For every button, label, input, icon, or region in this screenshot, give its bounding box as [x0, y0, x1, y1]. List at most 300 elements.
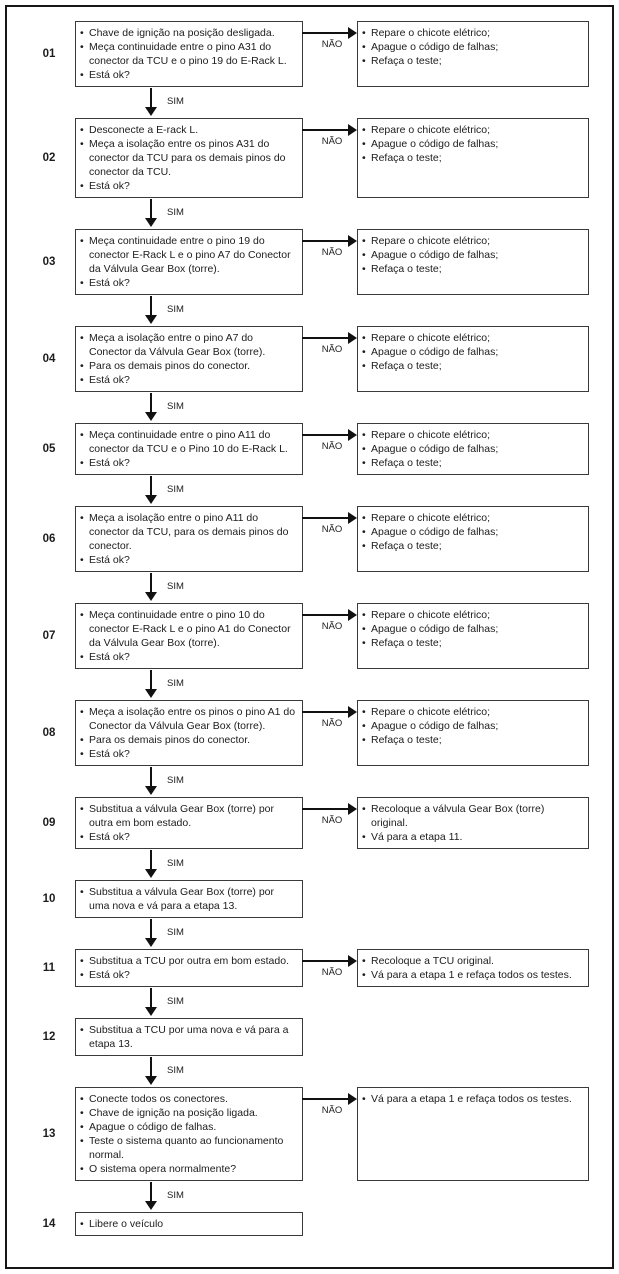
nao-arrow-zone: [303, 603, 357, 669]
bullet-marker: •: [362, 969, 366, 981]
step-box-left: [75, 603, 303, 669]
sim-connector: [9, 295, 612, 326]
nao-arrow-head-icon: [348, 706, 357, 718]
step-number: 06: [42, 533, 56, 545]
step-bullet: [80, 1023, 297, 1051]
bullet-marker: •: [80, 1218, 84, 1230]
bullet-text: Conecte todos os conectores.: [89, 1093, 228, 1105]
step-row: [9, 603, 612, 669]
step-row: [9, 423, 612, 475]
step-number: 14: [42, 1218, 56, 1230]
bullet-text: Refaça o teste;: [371, 457, 442, 469]
sim-label: SIM: [167, 996, 184, 1007]
step-box-left: [75, 1087, 303, 1181]
sim-connector: [9, 87, 612, 118]
bullet-marker: •: [362, 734, 366, 746]
nao-label: NÃO: [321, 247, 343, 258]
bullet-marker: •: [80, 41, 84, 53]
bullet-marker: •: [362, 124, 366, 136]
bullet-text: Está ok?: [89, 969, 130, 981]
sim-label: SIM: [167, 484, 184, 495]
step-box-right: [357, 1018, 589, 1056]
sim-connector: [9, 766, 612, 797]
sim-connector: [9, 198, 612, 229]
sim-label: SIM: [167, 927, 184, 938]
sim-arrow-head-icon: [145, 869, 157, 878]
bullet-marker: •: [80, 180, 84, 192]
bullet-marker: •: [80, 1024, 84, 1036]
bullet-text: Meça a isolação entre os pinos A31 do conector da TCU para os demais pinos do conector da TCU.: [89, 138, 286, 178]
step-box-left: [75, 21, 303, 87]
sim-arrow-line: [150, 199, 152, 219]
bullet-text: O sistema opera normalmente?: [89, 1163, 237, 1175]
bullet-marker: •: [80, 1163, 84, 1175]
bullet-marker: •: [80, 512, 84, 524]
bullet-marker: •: [80, 734, 84, 746]
bullet-text: Substitua a TCU por uma nova e vá para a etapa 13.: [89, 1024, 289, 1050]
nao-arrow-zone: [303, 21, 357, 87]
bullet-marker: •: [80, 803, 84, 815]
step-bullet: [362, 802, 583, 830]
bullet-text: Refaça o teste;: [371, 734, 442, 746]
step-box-right: [357, 700, 589, 766]
nao-label: NÃO: [321, 815, 343, 826]
bullet-text: Está ok?: [89, 651, 130, 663]
step-bullet: [362, 151, 583, 165]
bullet-marker: •: [80, 69, 84, 81]
step-box-right: [357, 880, 589, 918]
sim-label: SIM: [167, 207, 184, 218]
step-bullet: [80, 428, 297, 456]
sim-arrow-line: [150, 988, 152, 1008]
nao-arrow-line: [302, 711, 350, 713]
step-bullet: [362, 345, 583, 359]
step-box-left: [75, 118, 303, 198]
step-number: 05: [42, 443, 56, 455]
step-number: 12: [42, 1031, 56, 1043]
sim-arrow-head-icon: [145, 938, 157, 947]
bullet-marker: •: [80, 27, 84, 39]
step-bullet: [362, 456, 583, 470]
step-box-left: [75, 326, 303, 392]
bullet-text: Apague o código de falhas.: [89, 1121, 217, 1133]
step-box-right: [357, 1212, 589, 1236]
step-bullet: [80, 40, 297, 68]
step-box-left: [75, 423, 303, 475]
sim-label: SIM: [167, 775, 184, 786]
sim-connector: [9, 1056, 612, 1087]
step-bullet: [362, 968, 583, 982]
bullet-text: Chave de ignição na posição ligada.: [89, 1107, 258, 1119]
sim-label: SIM: [167, 1190, 184, 1201]
step-bullet: [80, 885, 297, 913]
bullet-marker: •: [362, 249, 366, 261]
bullet-text: Está ok?: [89, 554, 130, 566]
step-bullet: [362, 608, 583, 622]
bullet-marker: •: [362, 1093, 366, 1105]
step-row: [9, 880, 612, 918]
bullet-text: Chave de ignição na posição desligada.: [89, 27, 275, 39]
bullet-marker: •: [362, 360, 366, 372]
bullet-text: Repare o chicote elétrico;: [371, 332, 491, 344]
nao-arrow-head-icon: [348, 27, 357, 39]
bullet-marker: •: [80, 1093, 84, 1105]
nao-arrow-zone: [303, 880, 357, 918]
bullet-marker: •: [362, 41, 366, 53]
sim-arrow-line: [150, 670, 152, 690]
bullet-marker: •: [362, 27, 366, 39]
sim-label: SIM: [167, 678, 184, 689]
sim-label: SIM: [167, 304, 184, 315]
sim-arrow-line: [150, 88, 152, 108]
bullet-text: Repare o chicote elétrico;: [371, 27, 491, 39]
step-bullet: [80, 705, 297, 733]
sim-label: SIM: [167, 401, 184, 412]
step-bullet: [80, 747, 297, 761]
sim-connector: [9, 475, 612, 506]
bullet-text: Apague o código de falhas;: [371, 623, 499, 635]
step-row: [9, 1212, 612, 1236]
step-bullet: [80, 331, 297, 359]
step-bullet: [362, 123, 583, 137]
sim-label: SIM: [167, 858, 184, 869]
sim-arrow-line: [150, 767, 152, 787]
nao-arrow-zone: [303, 423, 357, 475]
bullet-marker: •: [362, 235, 366, 247]
step-bullet: [80, 553, 297, 567]
bullet-text: Vá para a etapa 1 e refaça todos os testes.: [371, 1093, 572, 1105]
step-bullet: [80, 26, 297, 40]
step-number: 02: [42, 152, 56, 164]
bullet-marker: •: [80, 969, 84, 981]
bullet-text: Meça a isolação entre os pinos o pino A1 do Conector da Válvula Gear Box (torre).: [89, 706, 296, 732]
bullet-text: Meça a isolação entre o pino A11 do conector da TCU, para os demais pinos do conector.: [89, 512, 289, 552]
nao-arrow-zone: [303, 326, 357, 392]
sim-arrow-line: [150, 573, 152, 593]
nao-arrow-head-icon: [348, 803, 357, 815]
sim-arrow-line: [150, 1057, 152, 1077]
sim-arrow-head-icon: [145, 1007, 157, 1016]
step-bullet: [362, 54, 583, 68]
bullet-text: Apague o código de falhas;: [371, 443, 499, 455]
sim-arrow-line: [150, 476, 152, 496]
bullet-text: Está ok?: [89, 748, 130, 760]
bullet-text: Libere o veículo: [89, 1218, 164, 1230]
bullet-marker: •: [362, 706, 366, 718]
step-box-right: [357, 506, 589, 572]
step-row: [9, 506, 612, 572]
bullet-text: Recoloque a válvula Gear Box (torre) original.: [371, 803, 545, 829]
bullet-marker: •: [362, 637, 366, 649]
bullet-text: Refaça o teste;: [371, 152, 442, 164]
step-bullet: [80, 1092, 297, 1106]
bullet-marker: •: [80, 651, 84, 663]
sim-connector: [9, 849, 612, 880]
nao-arrow-head-icon: [348, 429, 357, 441]
nao-label: NÃO: [321, 39, 343, 50]
step-bullet: [80, 359, 297, 373]
step-bullet: [362, 511, 583, 525]
nao-label: NÃO: [321, 621, 343, 632]
bullet-marker: •: [362, 138, 366, 150]
step-box-right: [357, 797, 589, 849]
bullet-text: Está ok?: [89, 69, 130, 81]
bullet-marker: •: [80, 429, 84, 441]
sim-label: SIM: [167, 1065, 184, 1076]
sim-connector: [9, 669, 612, 700]
nao-arrow-zone: [303, 1087, 357, 1181]
step-bullet: [362, 234, 583, 248]
bullet-marker: •: [80, 360, 84, 372]
nao-arrow-zone: [303, 506, 357, 572]
sim-arrow-line: [150, 393, 152, 413]
nao-arrow-head-icon: [348, 124, 357, 136]
bullet-marker: •: [80, 138, 84, 150]
nao-arrow-line: [302, 1098, 350, 1100]
step-bullet: [362, 262, 583, 276]
sim-arrow-head-icon: [145, 689, 157, 698]
bullet-text: Refaça o teste;: [371, 637, 442, 649]
sim-arrow-head-icon: [145, 412, 157, 421]
step-box-left: [75, 1018, 303, 1056]
step-bullet: [80, 373, 297, 387]
step-bullet: [80, 608, 297, 650]
step-bullet: [362, 733, 583, 747]
step-box-left: [75, 880, 303, 918]
nao-arrow-head-icon: [348, 235, 357, 247]
step-box-left: [75, 1212, 303, 1236]
sim-arrow-line: [150, 1182, 152, 1202]
bullet-text: Meça continuidade entre o pino A31 do conector da TCU e o pino 19 do E-Rack L.: [89, 41, 287, 67]
bullet-marker: •: [362, 332, 366, 344]
nao-arrow-line: [302, 434, 350, 436]
step-number: 01: [42, 48, 56, 60]
bullet-text: Desconecte a E-rack L.: [89, 124, 199, 136]
step-box-left: [75, 797, 303, 849]
bullet-text: Está ok?: [89, 831, 130, 843]
bullet-text: Vá para a etapa 11.: [371, 831, 463, 843]
step-number: 04: [42, 353, 56, 365]
step-box-right: [357, 21, 589, 87]
step-bullet: [362, 705, 583, 719]
step-bullet: [80, 1106, 297, 1120]
nao-arrow-zone: [303, 949, 357, 987]
step-bullet: [80, 802, 297, 830]
step-bullet: [80, 123, 297, 137]
bullet-text: Refaça o teste;: [371, 263, 442, 275]
bullet-marker: •: [80, 124, 84, 136]
bullet-marker: •: [80, 374, 84, 386]
step-box-left: [75, 506, 303, 572]
bullet-marker: •: [362, 457, 366, 469]
step-row: [9, 1087, 612, 1181]
step-box-left: [75, 949, 303, 987]
step-bullet: [80, 234, 297, 276]
step-box-right: [357, 229, 589, 295]
step-bullet: [80, 650, 297, 664]
nao-arrow-zone: [303, 700, 357, 766]
step-bullet: [362, 954, 583, 968]
bullet-marker: •: [362, 609, 366, 621]
step-number: 11: [42, 962, 56, 974]
bullet-text: Apague o código de falhas;: [371, 249, 499, 261]
nao-arrow-zone: [303, 229, 357, 295]
bullet-marker: •: [80, 332, 84, 344]
bullet-text: Meça continuidade entre o pino 19 do conector E-Rack L e o pino A7 do Conector da Válvula Gear Box (torre).: [89, 235, 291, 275]
step-row: [9, 118, 612, 198]
bullet-text: Apague o código de falhas;: [371, 346, 499, 358]
bullet-text: Apague o código de falhas;: [371, 720, 499, 732]
step-row: [9, 229, 612, 295]
step-bullet: [80, 456, 297, 470]
flowchart-frame: [5, 5, 614, 1269]
bullet-marker: •: [80, 706, 84, 718]
step-bullet: [362, 830, 583, 844]
nao-arrow-line: [302, 32, 350, 34]
step-row: [9, 1018, 612, 1056]
bullet-marker: •: [362, 346, 366, 358]
bullet-marker: •: [362, 429, 366, 441]
bullet-marker: •: [362, 955, 366, 967]
sim-arrow-head-icon: [145, 592, 157, 601]
bullet-marker: •: [362, 152, 366, 164]
nao-label: NÃO: [321, 1105, 343, 1116]
nao-arrow-head-icon: [348, 512, 357, 524]
bullet-marker: •: [80, 886, 84, 898]
step-row: [9, 797, 612, 849]
nao-arrow-line: [302, 808, 350, 810]
step-box-right: [357, 326, 589, 392]
sim-connector: [9, 987, 612, 1018]
sim-arrow-head-icon: [145, 315, 157, 324]
step-bullet: [362, 539, 583, 553]
bullet-marker: •: [362, 55, 366, 67]
step-bullet: [362, 719, 583, 733]
bullet-text: Recoloque a TCU original.: [371, 955, 494, 967]
bullet-text: Apague o código de falhas;: [371, 41, 499, 53]
step-bullet: [362, 40, 583, 54]
step-bullet: [362, 636, 583, 650]
bullet-marker: •: [362, 526, 366, 538]
step-number: 03: [42, 256, 56, 268]
sim-arrow-head-icon: [145, 1201, 157, 1210]
nao-arrow-head-icon: [348, 955, 357, 967]
bullet-text: Apague o código de falhas;: [371, 138, 499, 150]
bullet-marker: •: [362, 512, 366, 524]
nao-arrow-line: [302, 614, 350, 616]
step-box-right: [357, 949, 589, 987]
bullet-text: Repare o chicote elétrico;: [371, 609, 491, 621]
step-row: [9, 21, 612, 87]
sim-arrow-line: [150, 850, 152, 870]
nao-arrow-zone: [303, 1018, 357, 1056]
bullet-text: Repare o chicote elétrico;: [371, 429, 491, 441]
bullet-text: Vá para a etapa 1 e refaça todos os testes.: [371, 969, 572, 981]
sim-connector: [9, 572, 612, 603]
bullet-marker: •: [80, 554, 84, 566]
step-bullet: [80, 179, 297, 193]
nao-arrow-zone: [303, 1212, 357, 1236]
step-bullet: [362, 442, 583, 456]
bullet-text: Para os demais pinos do conector.: [89, 734, 251, 746]
step-row: [9, 326, 612, 392]
bullet-marker: •: [362, 540, 366, 552]
bullet-text: Repare o chicote elétrico;: [371, 512, 491, 524]
sim-arrow-head-icon: [145, 107, 157, 116]
bullet-text: Repare o chicote elétrico;: [371, 706, 491, 718]
steps-container: [9, 21, 612, 1236]
step-box-right: [357, 423, 589, 475]
step-bullet: [80, 1162, 297, 1176]
step-bullet: [80, 511, 297, 553]
bullet-text: Para os demais pinos do conector.: [89, 360, 251, 372]
nao-arrow-head-icon: [348, 609, 357, 621]
step-bullet: [362, 331, 583, 345]
bullet-marker: •: [362, 623, 366, 635]
bullet-marker: •: [362, 443, 366, 455]
step-bullet: [80, 1134, 297, 1162]
bullet-marker: •: [80, 235, 84, 247]
nao-arrow-head-icon: [348, 1093, 357, 1105]
nao-arrow-line: [302, 240, 350, 242]
nao-label: NÃO: [321, 524, 343, 535]
nao-label: NÃO: [321, 136, 343, 147]
nao-arrow-zone: [303, 797, 357, 849]
bullet-text: Substitua a válvula Gear Box (torre) por uma nova e vá para a etapa 13.: [89, 886, 275, 912]
nao-arrow-line: [302, 337, 350, 339]
bullet-marker: •: [80, 1107, 84, 1119]
step-bullet: [80, 276, 297, 290]
step-number: 09: [42, 817, 56, 829]
step-row: [9, 700, 612, 766]
step-bullet: [362, 137, 583, 151]
nao-arrow-line: [302, 517, 350, 519]
step-bullet: [362, 1092, 583, 1106]
step-bullet: [362, 428, 583, 442]
bullet-marker: •: [80, 457, 84, 469]
sim-arrow-head-icon: [145, 1076, 157, 1085]
bullet-marker: •: [80, 955, 84, 967]
bullet-text: Meça continuidade entre o pino A11 do conector da TCU e o Pino 10 do E-Rack L.: [89, 429, 288, 455]
nao-arrow-line: [302, 960, 350, 962]
bullet-text: Está ok?: [89, 180, 130, 192]
bullet-text: Teste o sistema quanto ao funcionamento normal.: [89, 1135, 284, 1161]
sim-connector: [9, 918, 612, 949]
bullet-marker: •: [80, 609, 84, 621]
step-box-right: [357, 1087, 589, 1181]
nao-arrow-line: [302, 129, 350, 131]
step-bullet: [80, 1120, 297, 1134]
bullet-marker: •: [362, 803, 366, 815]
bullet-text: Está ok?: [89, 374, 130, 386]
step-number: 13: [42, 1128, 56, 1140]
bullet-text: Está ok?: [89, 457, 130, 469]
bullet-text: Substitua a TCU por outra em bom estado.: [89, 955, 289, 967]
bullet-text: Meça continuidade entre o pino 10 do conector E-Rack L e o pino A1 do Conector da Válvula Gear Box (torre).: [89, 609, 291, 649]
sim-label: SIM: [167, 581, 184, 592]
nao-label: NÃO: [321, 718, 343, 729]
sim-arrow-head-icon: [145, 786, 157, 795]
step-bullet: [80, 968, 297, 982]
sim-arrow-head-icon: [145, 218, 157, 227]
bullet-marker: •: [80, 1135, 84, 1147]
step-row: [9, 949, 612, 987]
step-bullet: [80, 137, 297, 179]
sim-connector: [9, 392, 612, 423]
bullet-text: Está ok?: [89, 277, 130, 289]
step-bullet: [80, 1217, 297, 1231]
step-box-right: [357, 603, 589, 669]
